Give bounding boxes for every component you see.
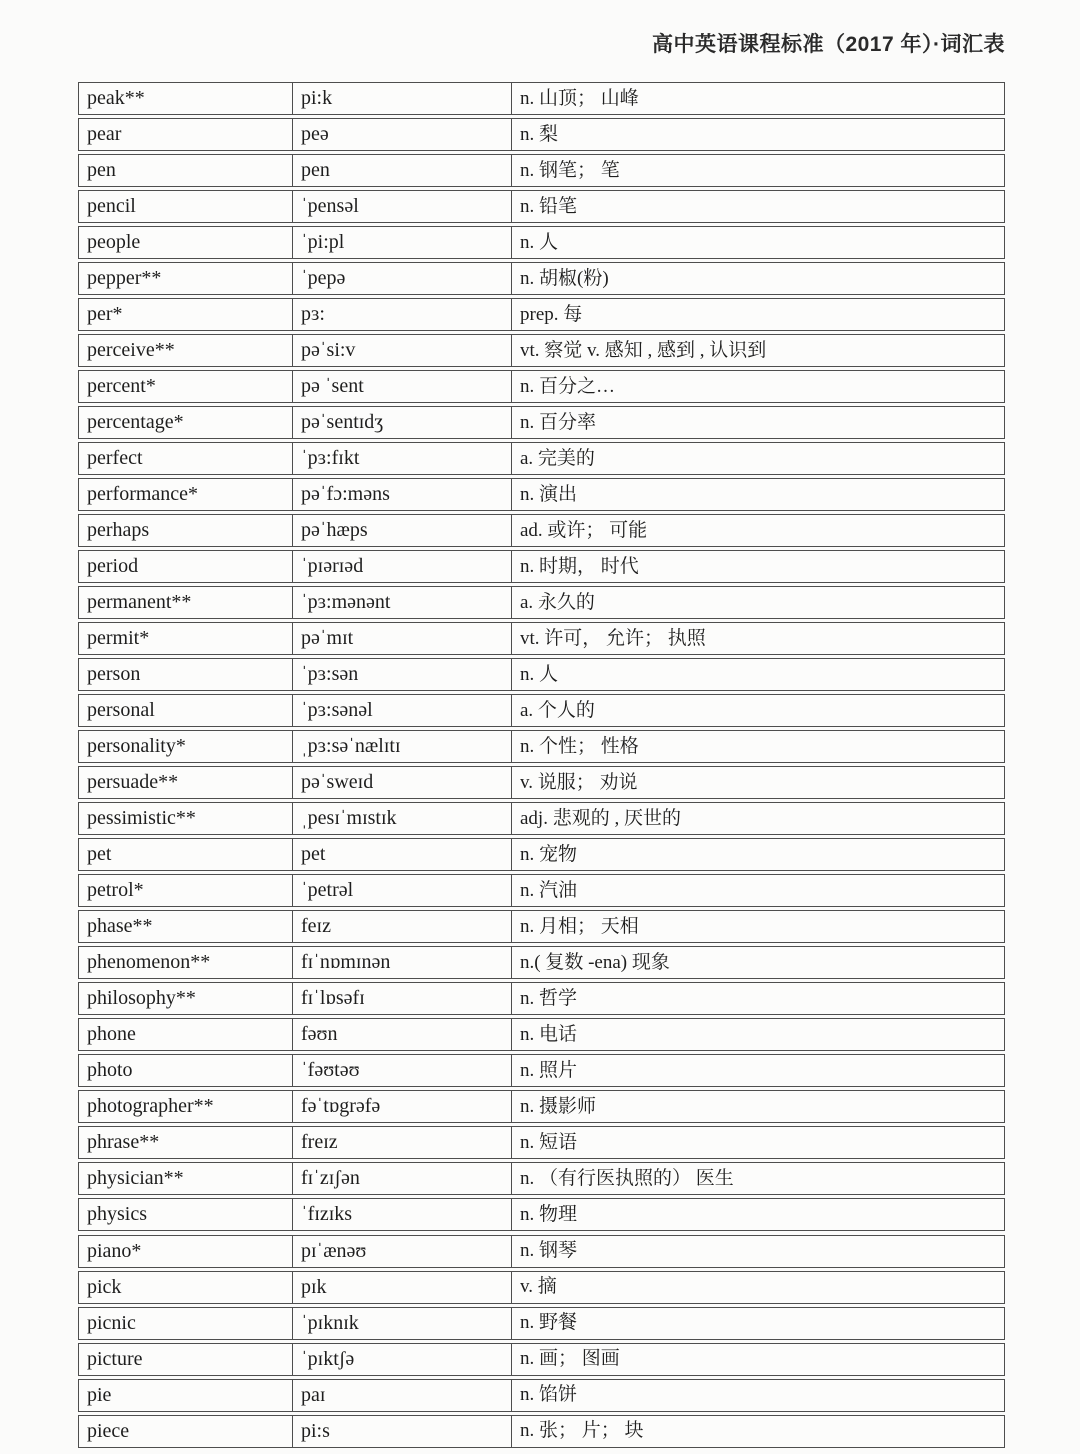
word-cell: per* bbox=[87, 303, 123, 326]
definition-cell: n. 野餐 bbox=[511, 1308, 1004, 1339]
phonetic-cell: ˌpesɪˈmɪstɪk bbox=[292, 803, 511, 834]
phonetic-cell: paɪ bbox=[292, 1380, 511, 1411]
phonetic-cell: fɪˈzɪʃən bbox=[292, 1163, 511, 1194]
table-row bbox=[78, 1054, 1005, 1087]
definition-cell: n. 画； 图画 bbox=[511, 1344, 1004, 1375]
definition-cell: n. 宠物 bbox=[511, 839, 1004, 870]
word-cell: perhaps bbox=[87, 519, 150, 542]
word-cell: picnic bbox=[87, 1311, 136, 1334]
definition-cell: n. 汽油 bbox=[511, 875, 1004, 906]
page-title: 高中英语课程标准（2017 年）·词汇表 bbox=[651, 33, 1005, 56]
phonetic-cell: pəˈmɪt bbox=[292, 623, 511, 654]
word-cell: percentage* bbox=[87, 411, 184, 434]
definition-cell: n. 钢笔； 笔 bbox=[511, 155, 1004, 186]
word-cell: period bbox=[87, 555, 139, 578]
table-row bbox=[78, 946, 1005, 979]
definition-cell: n. 人 bbox=[511, 227, 1004, 258]
phonetic-cell: pen bbox=[292, 155, 511, 186]
table-row bbox=[78, 1126, 1005, 1159]
word-cell: pepper** bbox=[87, 267, 162, 290]
definition-cell: n. 演出 bbox=[511, 479, 1004, 510]
table-row bbox=[78, 118, 1005, 151]
word-cell: percent* bbox=[87, 375, 156, 398]
phonetic-cell: ˈpɪknɪk bbox=[292, 1308, 511, 1339]
definition-cell: a. 个人的 bbox=[511, 695, 1004, 726]
phonetic-cell: pet bbox=[292, 839, 511, 870]
table-row bbox=[78, 766, 1005, 799]
word-cell: people bbox=[87, 231, 141, 254]
definition-cell: n. 照片 bbox=[511, 1055, 1004, 1086]
phonetic-cell: fɪˈlɒsəfɪ bbox=[292, 983, 511, 1014]
word-cell: photographer** bbox=[87, 1095, 214, 1118]
word-cell: peak** bbox=[87, 87, 145, 109]
phonetic-cell: fɪˈnɒmɪnən bbox=[292, 947, 511, 978]
word-cell: physician** bbox=[87, 1167, 184, 1190]
table-row bbox=[78, 1307, 1005, 1340]
definition-cell: n. 个性； 性格 bbox=[511, 731, 1004, 762]
word-cell: personality* bbox=[87, 735, 186, 758]
definition-cell: n. 哲学 bbox=[511, 983, 1004, 1014]
word-cell: photo bbox=[87, 1059, 133, 1082]
definition-cell: n. 百分率 bbox=[511, 407, 1004, 438]
table-row bbox=[78, 514, 1005, 547]
table-row bbox=[78, 586, 1005, 619]
phonetic-cell: pɪˈænəʊ bbox=[292, 1236, 511, 1267]
table-row bbox=[78, 622, 1005, 655]
definition-cell: n. 摄影师 bbox=[511, 1091, 1004, 1122]
table-row bbox=[78, 1415, 1005, 1448]
definition-cell: ad. 或许； 可能 bbox=[511, 515, 1004, 546]
table-row bbox=[78, 190, 1005, 223]
definition-cell: n. 人 bbox=[511, 659, 1004, 690]
phonetic-cell: peə bbox=[292, 119, 511, 150]
word-cell: phrase** bbox=[87, 1131, 160, 1154]
word-cell: philosophy** bbox=[87, 987, 196, 1010]
page-header bbox=[0, 28, 1005, 58]
definition-cell: n. 时期， 时代 bbox=[511, 551, 1004, 582]
definition-cell: vt. 许可， 允许； 执照 bbox=[511, 623, 1004, 654]
phonetic-cell: feɪz bbox=[292, 911, 511, 942]
phonetic-cell: ˈpɜ:mənənt bbox=[292, 587, 511, 618]
phonetic-cell: pəˈhæps bbox=[292, 515, 511, 546]
word-cell: petrol* bbox=[87, 879, 144, 902]
word-cell: picture bbox=[87, 1347, 143, 1370]
word-cell: piece bbox=[87, 1419, 130, 1442]
phonetic-cell: pə ˈsent bbox=[292, 371, 511, 402]
phonetic-cell: pi:s bbox=[292, 1416, 511, 1447]
table-row bbox=[78, 478, 1005, 511]
word-cell: pie bbox=[87, 1383, 112, 1406]
definition-cell: v. 摘 bbox=[511, 1272, 1004, 1303]
word-cell: person bbox=[87, 663, 141, 686]
table-row bbox=[78, 154, 1005, 187]
table-row bbox=[78, 1162, 1005, 1195]
word-cell: piano* bbox=[87, 1239, 142, 1262]
phonetic-cell: pəˈsentɪdʒ bbox=[292, 407, 511, 438]
phonetic-cell: pəˈsweɪd bbox=[292, 767, 511, 798]
word-cell: pen bbox=[87, 159, 116, 182]
word-cell: permanent** bbox=[87, 591, 192, 614]
definition-cell: n. 短语 bbox=[511, 1127, 1004, 1158]
definition-cell: n. 钢琴 bbox=[511, 1236, 1004, 1267]
definition-cell: n. 梨 bbox=[511, 119, 1004, 150]
definition-cell: n. 山顶； 山峰 bbox=[511, 83, 1004, 114]
table-row bbox=[78, 694, 1005, 727]
word-cell: pick bbox=[87, 1275, 122, 1298]
definition-cell: v. 说服； 劝说 bbox=[511, 767, 1004, 798]
table-row bbox=[78, 334, 1005, 367]
phonetic-cell: ˈpepə bbox=[292, 263, 511, 294]
table-row bbox=[78, 442, 1005, 475]
phonetic-cell: ˈpi:pl bbox=[292, 227, 511, 258]
phonetic-cell: ˈpɪktʃə bbox=[292, 1344, 511, 1375]
definition-cell: n. 张； 片； 块 bbox=[511, 1416, 1004, 1447]
table-row bbox=[78, 874, 1005, 907]
table-row bbox=[78, 838, 1005, 871]
phonetic-cell: pəˈfɔ:məns bbox=[292, 479, 511, 510]
table-row bbox=[78, 1235, 1005, 1268]
table-row bbox=[78, 730, 1005, 763]
phonetic-cell: ˌpɜ:səˈnælɪtɪ bbox=[292, 731, 511, 762]
phonetic-cell: ˈpɜ:fɪkt bbox=[292, 443, 511, 474]
word-cell: pet bbox=[87, 843, 112, 866]
table-row bbox=[78, 298, 1005, 331]
table-row bbox=[78, 658, 1005, 691]
table-row bbox=[78, 550, 1005, 583]
definition-cell: n. （有行医执照的） 医生 bbox=[511, 1163, 1004, 1194]
phonetic-cell: ˈpɜ:sənəl bbox=[292, 695, 511, 726]
word-cell: performance* bbox=[87, 483, 199, 506]
definition-cell: n. 百分之… bbox=[511, 371, 1004, 402]
table-row bbox=[78, 1271, 1005, 1304]
word-cell: pear bbox=[87, 123, 122, 146]
table-row bbox=[78, 1198, 1005, 1231]
definition-cell: n. 馅饼 bbox=[511, 1380, 1004, 1411]
word-cell: phase** bbox=[87, 915, 153, 938]
table-row bbox=[78, 1090, 1005, 1123]
definition-cell: prep. 每 bbox=[511, 299, 1004, 330]
phonetic-cell: ˈpɪərɪəd bbox=[292, 551, 511, 582]
phonetic-cell: pi:k bbox=[292, 83, 511, 114]
phonetic-cell: fəʊn bbox=[292, 1019, 511, 1050]
word-cell: perfect bbox=[87, 447, 143, 470]
word-cell: personal bbox=[87, 699, 155, 722]
table-row bbox=[78, 82, 1005, 115]
word-cell: persuade** bbox=[87, 771, 179, 794]
phonetic-cell: ˈpensəl bbox=[292, 191, 511, 222]
word-cell: pessimistic** bbox=[87, 807, 196, 830]
word-cell: perceive** bbox=[87, 339, 175, 362]
table-row bbox=[78, 910, 1005, 943]
word-cell: physics bbox=[87, 1203, 147, 1226]
phonetic-cell: pɪk bbox=[292, 1272, 511, 1303]
table-row bbox=[78, 1379, 1005, 1412]
phonetic-cell: ˈpetrəl bbox=[292, 875, 511, 906]
phonetic-cell: fəˈtɒgrəfə bbox=[292, 1091, 511, 1122]
table-row bbox=[78, 406, 1005, 439]
definition-cell: n. 胡椒(粉) bbox=[511, 263, 1004, 294]
definition-cell: n. 月相； 天相 bbox=[511, 911, 1004, 942]
table-row bbox=[78, 262, 1005, 295]
definition-cell: n.( 复数 -ena) 现象 bbox=[511, 947, 1004, 978]
definition-cell: a. 完美的 bbox=[511, 443, 1004, 474]
definition-cell: n. 电话 bbox=[511, 1019, 1004, 1050]
word-cell: phone bbox=[87, 1023, 136, 1046]
table-row bbox=[78, 982, 1005, 1015]
vocab-table bbox=[78, 82, 1005, 1448]
word-cell: pencil bbox=[87, 195, 136, 218]
table-row bbox=[78, 1018, 1005, 1051]
phonetic-cell: ˈfəʊtəʊ bbox=[292, 1055, 511, 1086]
definition-cell: n. 铅笔 bbox=[511, 191, 1004, 222]
phonetic-cell: freɪz bbox=[292, 1127, 511, 1158]
definition-cell: a. 永久的 bbox=[511, 587, 1004, 618]
phonetic-cell: pɜ: bbox=[292, 299, 511, 330]
word-cell: phenomenon** bbox=[87, 951, 211, 974]
phonetic-cell: ˈpɜ:sən bbox=[292, 659, 511, 690]
phonetic-cell: pəˈsi:v bbox=[292, 335, 511, 366]
table-row bbox=[78, 1343, 1005, 1376]
definition-cell: vt. 察觉 v. 感知 , 感到 , 认识到 bbox=[511, 335, 1004, 366]
table-row bbox=[78, 802, 1005, 835]
definition-cell: n. 物理 bbox=[511, 1199, 1004, 1230]
phonetic-cell: ˈfɪzɪks bbox=[292, 1199, 511, 1230]
table-row bbox=[78, 370, 1005, 403]
table-row bbox=[78, 226, 1005, 259]
word-cell: permit* bbox=[87, 627, 150, 650]
definition-cell: adj. 悲观的 , 厌世的 bbox=[511, 803, 1004, 834]
